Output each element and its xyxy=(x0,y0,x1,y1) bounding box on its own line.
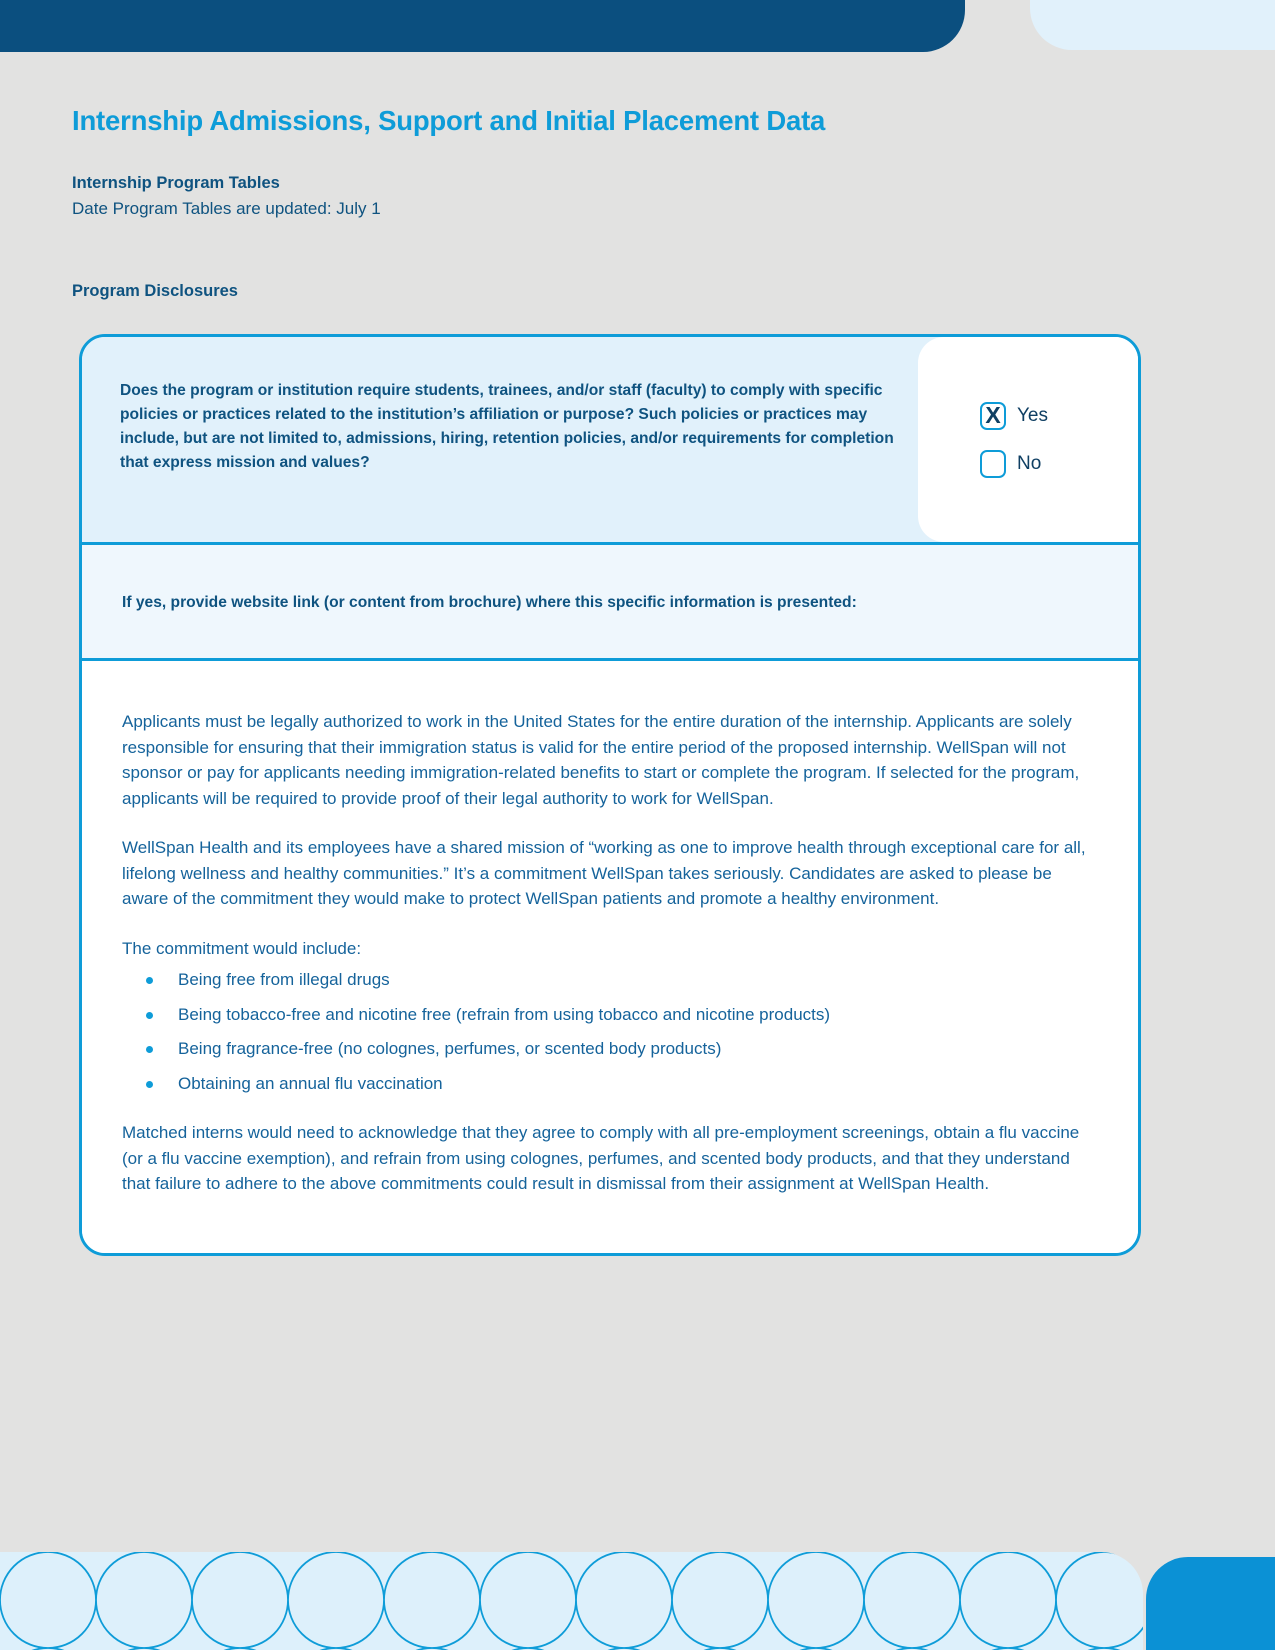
checkbox-x-mark: X xyxy=(985,401,1001,428)
if-yes-prompt-row xyxy=(82,545,1138,661)
footer-blue-shape xyxy=(1146,1557,1275,1650)
top-decoration-bar xyxy=(0,0,1275,52)
answer-label-no: No xyxy=(1017,452,1042,474)
section-label-program-disclosures: Program Disclosures xyxy=(72,282,238,301)
header-dark-blue-shape xyxy=(0,0,965,52)
disclosure-body-row xyxy=(82,661,1138,1253)
subtitle-program-tables: Internship Program Tables xyxy=(72,174,280,193)
list-item: Being fragrance-free (no colognes, perfumes, or scented body products) xyxy=(122,1036,1092,1062)
list-item: Obtaining an annual flu vaccination xyxy=(122,1071,1092,1097)
page-title: Internship Admissions, Support and Initial Placement Data xyxy=(72,105,826,136)
footer-arc-pattern xyxy=(0,1552,1143,1650)
page-header xyxy=(72,104,1172,301)
bottom-decoration xyxy=(0,1550,1275,1650)
header-light-blue-shape xyxy=(1030,0,1275,50)
answer-option-yes[interactable] xyxy=(980,402,1138,430)
body-paragraph-2: WellSpan Health and its employees have a shared mission of “working as one to improve health through exceptional care for all, lifelong wellness and healthy communities.” It’s a commitment WellSpan takes seriously. Candidates are asked to please be aware of the commitment they would make to protect WellSpan patients and promote a healthy environment. xyxy=(122,838,1086,909)
subtitle-updated-date: Date Program Tables are updated: July 1 xyxy=(72,198,381,218)
list-item: Being tobacco-free and nicotine free (refrain from using tobacco and nicotine products) xyxy=(122,1002,1092,1028)
disclosure-answers-panel xyxy=(918,337,1138,542)
disclosure-question-row xyxy=(82,337,1138,545)
commitment-list-lead-in: The commitment would include: xyxy=(122,938,362,958)
checkbox-yes-icon[interactable] xyxy=(980,402,1006,430)
checkbox-no-icon[interactable] xyxy=(980,450,1006,478)
commitment-list xyxy=(122,967,1092,1096)
body-paragraph-3: Matched interns would need to acknowledge that they agree to comply with all pre-employment screenings, obtain a flu vaccine (or a flu vaccine exemption), and refrain from using colognes, perfumes, and scented body products, and that they understand that failure to adhere to the above commitments could result in dismissal from their assignment at WellSpan Health. xyxy=(122,1123,1080,1194)
answer-option-no[interactable] xyxy=(980,450,1138,478)
disclosure-question-text: Does the program or institution require students, trainees, and/or staff (faculty) to comply with specific policies or practices related to the institution’s affiliation or purpose? Such policies or practices may include, but are not limited to, admissions, hiring, retention policies, and/or requirements for completion that express mission and values? xyxy=(120,382,894,472)
program-disclosure-card xyxy=(79,334,1141,1256)
footer-pattern-svg xyxy=(0,1552,1143,1650)
body-paragraph-1: Applicants must be legally authorized to work in the United States for the entire duration of the internship. Applicants are solely responsible for ensuring that their immigration status is valid for the entire period of the proposed internship. WellSpan will not sponsor or pay for applicants needing immigration-related benefits to start or complete the program. If selected for the program, applicants will be required to provide proof of their legal authority to work for WellSpan. xyxy=(122,712,1080,808)
list-item: Being free from illegal drugs xyxy=(122,967,1092,993)
answer-label-yes: Yes xyxy=(1017,404,1048,426)
if-yes-prompt-text: If yes, provide website link (or content from brochure) where this specific information is presented: xyxy=(122,594,857,611)
